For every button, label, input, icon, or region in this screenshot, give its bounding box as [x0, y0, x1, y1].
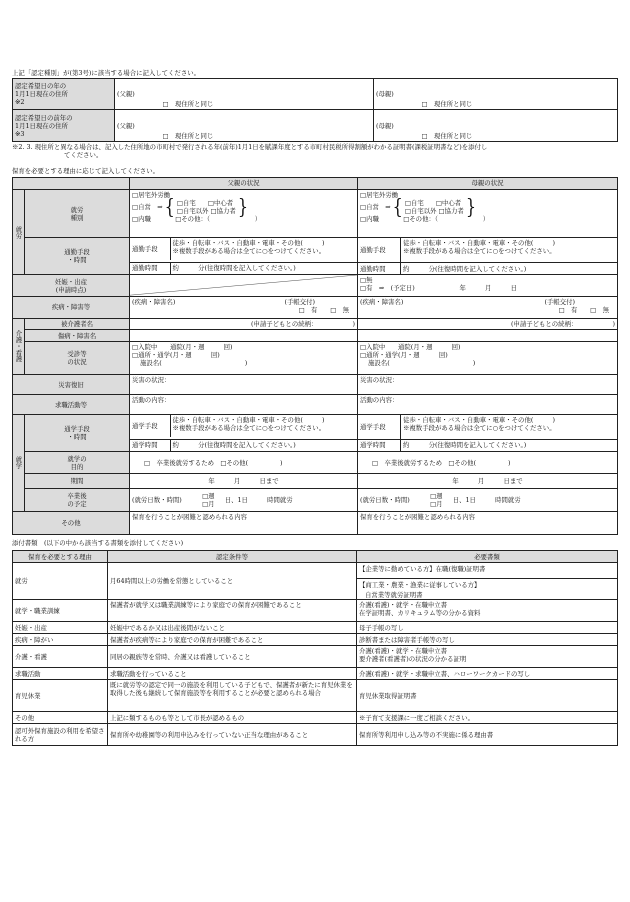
docs-table — [12, 550, 618, 746]
table-row: 認可外保育施設の利用を希望される方 保育所や幼稚園等の利用申込みを行っていない正当な理由があること 保育所等利用申し込み等の不実施に係る理由書 — [13, 724, 618, 746]
father-commute-means[interactable]: 通勤手段 徒歩・自転車・バス・自動車・電車・その他( ) ※複数手段がある場合は全てに○をつけてください。 — [130, 238, 358, 262]
mother-care-status[interactable]: □入院中 通院(月・週 回) □通所・通学(月・週 回) 施設名( ) — [358, 342, 618, 375]
address-table — [12, 78, 618, 142]
mother-disease[interactable] — [358, 330, 618, 342]
header-mother: 母親の状況 — [358, 178, 618, 190]
mother-label: (母親) — [374, 79, 408, 110]
mother-address-field[interactable] — [408, 79, 618, 110]
cared-person-label: 被介護者名 — [25, 318, 130, 330]
father-commute-time[interactable]: 通勤時間 約 分(往復時間を記入してください。) — [130, 262, 358, 275]
mother-study-purpose[interactable]: □ 卒業後就労するため □その他( ) — [358, 452, 618, 474]
group-care: 介護・看護 — [13, 318, 25, 374]
address-label-current: 認定希望日の年の 1月1日現在の住所 ※2 — [13, 79, 115, 110]
docs-header-reason: 保育を必要とする理由 — [13, 551, 108, 563]
illness-label: 疾病・障害等 — [13, 296, 130, 318]
brace-icon: } — [237, 193, 248, 219]
mother-commute-means-label: 通勤手段 — [358, 238, 401, 262]
address-intro: 上記「認定種別」が(第3号)に該当する場合に記入してください。 — [12, 69, 200, 77]
father-study-means[interactable]: 通学手段 徒歩・自転車・バス・自動車・電車・その他( ) ※複数手段がある場合は全てに○をつけてください。 — [130, 415, 358, 439]
address-row-current — [13, 79, 618, 110]
mother-commute-time[interactable]: 約 分(往復時間を記入してください。) — [401, 262, 618, 275]
father-illness[interactable]: (疾病・障害名) (手帳交付) □ 有 □ 無 — [130, 296, 358, 318]
same-address-checkbox[interactable]: □ 現住所と同じ — [421, 132, 473, 140]
mother-study-time[interactable]: 約 分(往復時間を記入してください。) — [401, 439, 618, 452]
same-address-checkbox[interactable]: □ 現住所と同じ — [421, 100, 473, 108]
father-label: (父親) — [115, 79, 149, 110]
mother-address-field[interactable] — [408, 110, 618, 142]
commute-label: 通勤手段 ・時間 — [25, 238, 130, 275]
brace-icon: { — [392, 193, 403, 219]
father-seeking[interactable]: 活動の内容： — [130, 395, 358, 415]
table-row: 就労 月64時間以上の労働を常態としていること 【企業等に勤めている方】在職(復職)証明書 【商工業・農業・漁業に従事している方】 自営業等就労証明書 — [13, 563, 618, 600]
table-row: 育児休業 既に就労等の認定で同一の施設を利用している子どもで、保護者が新たに育児休業を取得した後も継続して保育施設等を利用することが必要と認められる場合 育児休業取得証明書 — [13, 680, 618, 712]
mother-disaster[interactable]: 災害の状況： — [358, 374, 618, 394]
care-status-label: 受診等 の状況 — [25, 342, 130, 375]
address-label-previous: 認定希望日の前年の 1月1日現在の住所 ※3 — [13, 110, 115, 142]
table-row: 就学・職業訓練 保護者が就学又は職業訓練等により家庭での保育が困難であること 介護(看護)・就学・在職申立書 在学証明書、カリキュラム等の分かる資料 — [13, 600, 618, 622]
seeking-label: 求職活動等 — [13, 395, 130, 415]
study-commute-label: 通学手段 ・時間 — [25, 415, 130, 452]
father-disease[interactable] — [130, 330, 358, 342]
disease-label: 傷病・障害名 — [25, 330, 130, 342]
table-row: 介護・看護 同居の親族等を常時、介護又は看護していること 介護(看護)・就学・在職申立書 要介護者(看護者)の状況の分かる証明 — [13, 646, 618, 668]
mother-study-plan[interactable]: (就労日数・時間) □週 □月 日、1日 時間就労 — [358, 489, 618, 511]
father-study-plan[interactable]: (就労日数・時間) □週 □月 日、1日 時間就労 — [130, 489, 358, 511]
mother-label: (母親) — [374, 110, 408, 142]
mother-study-means[interactable]: 徒歩・自転車・バス・自動車・電車・その他( ) ※複数手段がある場合は全てに○をつけてください。 — [401, 415, 618, 439]
docs-intro: 添付書類 (以下の中から該当する書類を添付してください) — [12, 539, 184, 547]
diagonal-line — [130, 275, 357, 295]
brace-icon: } — [465, 193, 476, 219]
father-label: (父親) — [115, 110, 149, 142]
father-study-time[interactable]: 通学時間 約 分(往復時間を記入してください。) — [130, 439, 358, 452]
mother-study-time-label: 通学時間 — [358, 439, 401, 452]
other-label: その他 — [13, 511, 130, 534]
mother-study-means-label: 通学手段 — [358, 415, 401, 439]
mother-work-type[interactable]: □居宅外労働 □自営 ⇒ { □自宅 □中心者 □自宅以外 □協力者 } □内職 □その他：（ ） — [358, 189, 618, 238]
father-address-field[interactable] — [149, 79, 374, 110]
father-other[interactable]: 保育を行うことが困難と認められる内容 — [130, 511, 358, 534]
study-plan-label: 卒業後 の予定 — [25, 489, 130, 511]
study-period-label: 期間 — [25, 474, 130, 489]
docs-header-documents: 必要書類 — [357, 551, 618, 563]
father-address-field[interactable] — [149, 110, 374, 142]
mother-pregnancy[interactable]: □無 □有 ⇒ (予定日) 年 月 日 — [358, 275, 618, 296]
table-row: その他 上記に類するものも等として市長が認めるもの ※子育て支援課に一度ご相談ください。 — [13, 712, 618, 724]
header-father: 父親の状況 — [130, 178, 358, 190]
father-study-purpose[interactable]: □ 卒業後就労するため □その他( ) — [130, 452, 358, 474]
pregnancy-label: 妊娠・出産 (申請時点) — [13, 275, 130, 296]
reason-intro: 保育を必要とする理由に応じて記入してください。 — [12, 167, 159, 175]
father-study-period[interactable]: 年 月 日まで — [130, 474, 358, 489]
father-work-type[interactable]: □居宅外労働 □自営 ⇒ { □自宅 □中心者 □自宅以外 □協力者 } □内職 □その他：（ ） — [130, 189, 358, 238]
brace-icon: { — [164, 193, 175, 219]
header-blank — [13, 178, 130, 190]
docs-header-condition: 認定条件等 — [108, 551, 357, 563]
group-work: 就労 — [13, 189, 25, 275]
mother-study-period[interactable]: 年 月 日まで — [358, 474, 618, 489]
disaster-label: 災害復旧 — [13, 374, 130, 394]
address-row-previous — [13, 110, 618, 142]
father-care-status[interactable]: □入院中 通院(月・週 回) □通所・通学(月・週 回) 施設名( ) — [130, 342, 358, 375]
reason-table — [12, 177, 618, 535]
mother-illness[interactable]: (疾病・障害名) (手帳交付) □ 有 □ 無 — [358, 296, 618, 318]
group-study: 就学 — [13, 415, 25, 511]
father-pregnancy-na — [130, 275, 358, 296]
study-purpose-label: 就学の 目的 — [25, 452, 130, 474]
address-note: ※2. 3. 現住所と異なる場合は、記入した住所地の市町村で発行される年(前年)1月1日を賦課年度とする市町村民税所得割額がわかる証明書(課税証明書など)を添付し てください。 — [12, 143, 488, 159]
mother-other[interactable]: 保育を行うことが困難と認められる内容 — [358, 511, 618, 534]
same-address-checkbox[interactable]: □ 現住所と同じ — [162, 132, 214, 140]
table-row: 妊娠・出産 妊娠中であるか又は出産後間がないこと 母子手帳の写し — [13, 622, 618, 634]
mother-cared-person[interactable]: (申請子どもとの続柄： ) — [358, 318, 618, 330]
mother-seeking[interactable]: 活動の内容： — [358, 395, 618, 415]
table-row: 疾病・障がい 保護者が疾病等により家庭での保育が困難であること 診断書または障害者手帳等の写し — [13, 634, 618, 646]
mother-commute-means[interactable]: 徒歩・自転車・バス・自動車・電車・その他( ) ※複数手段がある場合は全てに○をつけてください。 — [401, 238, 618, 262]
mother-commute-time-label: 通勤時間 — [358, 262, 401, 275]
work-type-label: 就労 種別 — [25, 189, 130, 238]
father-disaster[interactable]: 災害の状況： — [130, 374, 358, 394]
table-row: 求職活動 求職活動を行っていること 介護(看護)・就学・求職申立書、ハローワークカードの写し — [13, 668, 618, 680]
same-address-checkbox[interactable]: □ 現住所と同じ — [162, 100, 214, 108]
father-cared-person[interactable]: (申請子どもとの続柄： ) — [130, 318, 358, 330]
